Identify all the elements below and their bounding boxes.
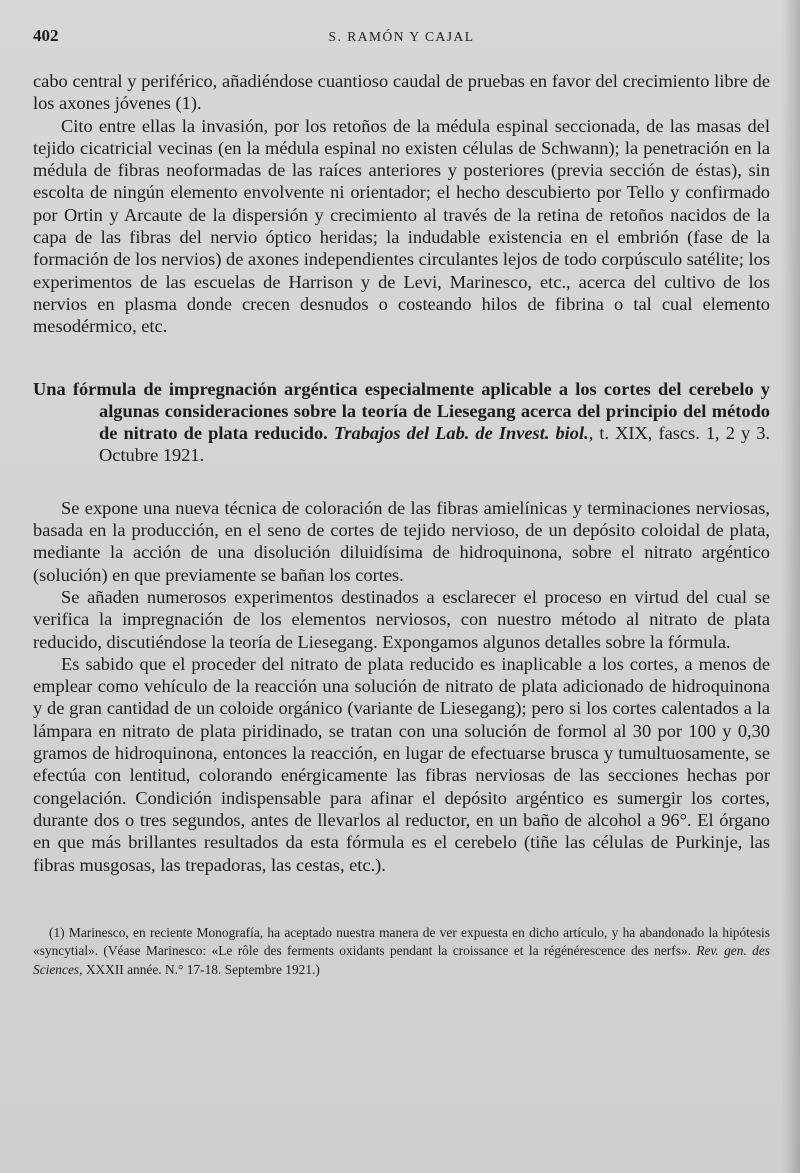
opening-paragraph: cabo central y periférico, añadiéndose cuantioso caudal de pruebas en favor del crecimiento libre de los axones jóvenes (1).: [33, 71, 770, 114]
running-head: [33, 26, 770, 48]
footnote-text-end: XXXII année. N.° 17-18. Septembre 1921.): [85, 961, 320, 977]
running-title: S. RAMÓN Y CAJAL: [328, 29, 475, 44]
footnote: [33, 924, 770, 980]
journal-name: Trabajos del Lab. de Invest. biol.: [333, 423, 589, 444]
section-paragraph: Se expone una nueva técnica de coloración de las fibras amielínicas y terminaciones nerviosas, basada en la producción, en el seno de cortes de tejido nervioso, de un depósito coloidal de plata, mediante la acción de una disolución diluidísima de hidroquinona, sobre el nitrato argéntico (solución) en que previamente se bañan los cortes.: [33, 497, 770, 585]
section-paragraph: Se añaden numerosos experimentos destinados a esclarecer el proceso en virtud del cual se verifica la impregnación de los elementos nerviosos, con nuestro método al nitrato de plata reducido, discutiéndose la teoría de Liesegang. Expongamos algunos detalles sobre la fórmula.: [33, 586, 770, 652]
section-body: [33, 497, 770, 876]
footnote-text: Marinesco, en reciente Monografía, ha aceptado nuestra manera de ver expuesta en dicho artículo, y ha abandonado la hipótesis «syncytial». (Véase Marinesco: «Le rôle des ferments oxidants pendant la croissance et la régénérescence des nerfs».: [33, 924, 770, 959]
journal-citation: , t. XIX, fascs. 1, 2 y 3. Octubre 1921.: [99, 423, 771, 466]
footnote-marker: (1): [49, 924, 65, 940]
section-title: Una fórmula de impregnación argéntica especialmente aplicable a los cortes del cerebelo y algunas consideraciones sobre la teoría de Liesegang acerca del principio del método de nitrato de plata reducido.: [33, 378, 770, 444]
section-heading: [33, 378, 770, 467]
page-number: 402: [33, 26, 59, 45]
footnote-journal: Rev. gen. des Sciences,: [33, 943, 770, 977]
body-paragraph: Cito entre ellas la invasión, por los retoños de la médula espinal seccionada, de las masas del tejido cicatricial vecinas (en la médula espinal no existen células de Schwann); la penetración en la médula de fibras neoformadas de las raíces anteriores y posteriores (previa sección de éstas), sin escolta de ningún elemento envolvente ni orientador; el hecho descubierto por Tello y confirmado por Ortin y Arcaute de la dispersión y crecimiento al través de la retina de retoños nacidos de la capa de las fibras del nervio óptico heridas; la indudable existencia en el embrión (fase de la formación de los nervios) de axones independientes circulantes lejos de todo corpúsculo satélite; los experimentos de las escuelas de Harrison y de Levi, Marinesco, etc., acerca del cultivo de los nervios en plasma donde crecen desnudos o costeando hilos de fibrina o tal cual elemento mesodérmico, etc.: [33, 115, 770, 337]
section-paragraph: Es sabido que el proceder del nitrato de plata reducido es inaplicable a los cortes, a menos de emplear como vehículo de la reacción una solución de nitrato de plata adicionado de hidroquinona y de gran cantidad de un coloide orgánico (variante de Liesegang); pero si los cortes calentados a la lámpara en nitrato de plata piridinado, se tratan con una solución de formol al 30 por 100 y 0,30 gramos de hidroquinona, entonces la reacción, en lugar de efectuarse brusca y tumultuosamente, se efectúa con lentitud, colorando enérgicamente las fibras nerviosas de las secciones hechas por congelación. Condición indispensable para afinar el depósito argéntico es sumergir los cortes, durante dos o tres segundos, antes de llevarlos al reductor, en un baño de alcohol a 96°. El órgano en que más brillantes resultados da esta fórmula es el cerebelo (tiñe las células de Purkinje, las fibras musgosas, las trepadoras, las cestas, etc.).: [33, 653, 770, 875]
